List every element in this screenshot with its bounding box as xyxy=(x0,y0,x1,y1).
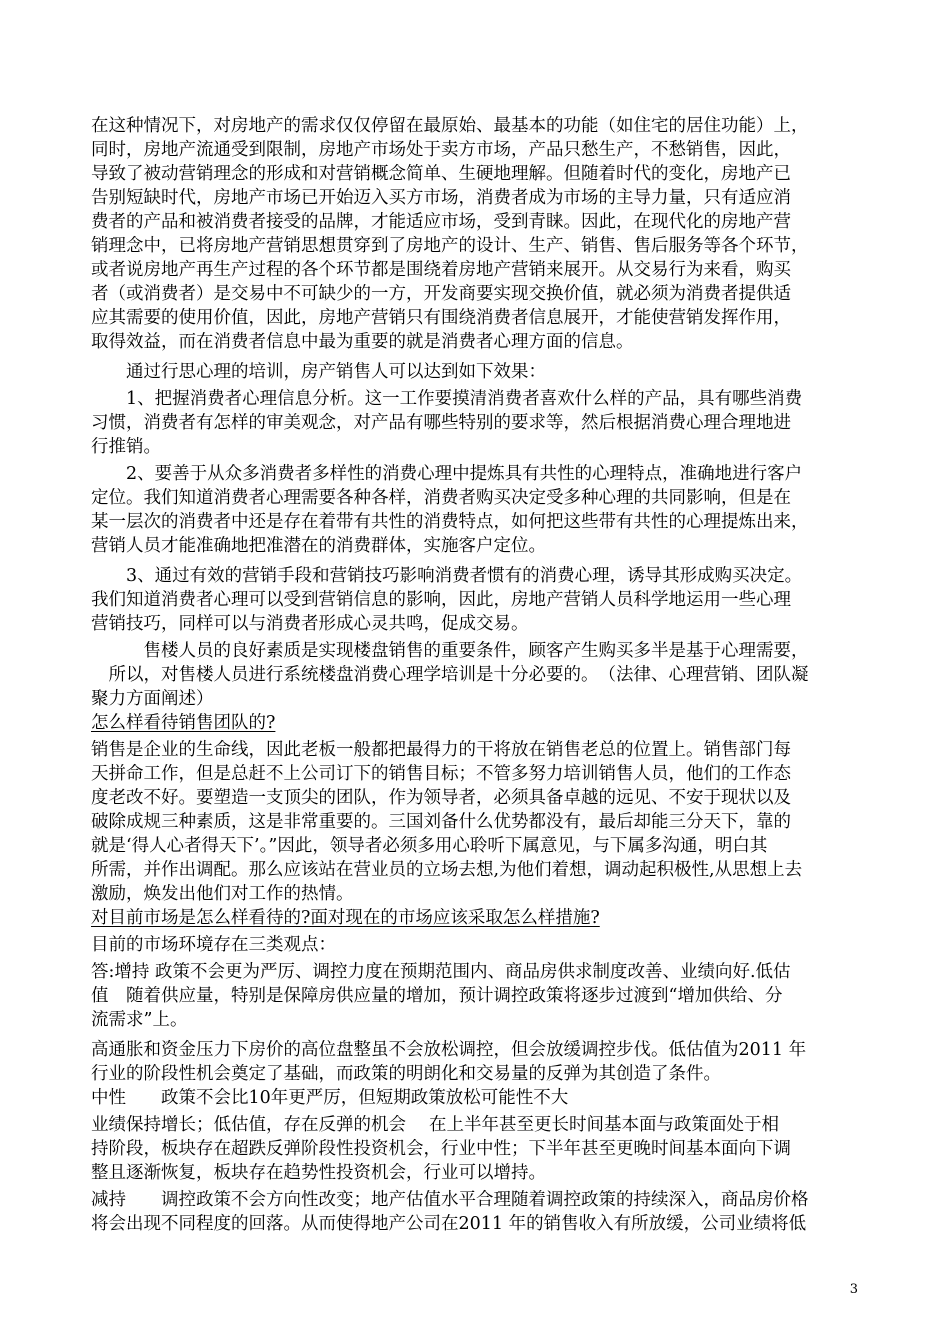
text-line: 行业的阶段性机会奠定了基础，而政策的明朗化和交易量的反弹为其创造了条件。 xyxy=(91,1064,721,1084)
text-line: 破除成规三种素质，这是非常重要的。三国刘备什么优势都没有，最后却能三分天下，靠的 xyxy=(91,812,791,832)
intro-line: 通过行思心理的培训，房产销售人可以达到如下效果： xyxy=(91,362,546,382)
text-line: 1、把握消费者心理信息分析。这一工作要摸清消费者喜欢什么样的产品，具有哪些消费 xyxy=(91,389,803,409)
text-line: 营销技巧，同样可以与消费者形成心灵共鸣，促成交易。 xyxy=(91,614,529,634)
text-line: 聚力方面阐述） xyxy=(91,689,214,709)
text-line: 销售是企业的生命线，因此老板一般都把最得力的干将放在销售老总的位置上。销售部门每 xyxy=(91,740,791,760)
text-line: 持阶段，板块存在超跌反弹阶段性投资机会，行业中性；下半年甚至更晚时间基本面向下调 xyxy=(91,1139,791,1159)
text-line: 所需，并作出调配。那么应该站在营业员的立场去想,为他们着想，调动起积极性,从思想上去 xyxy=(91,860,803,880)
text-line: 高通胀和资金压力下房价的高位盘整虽不会放松调控，但会放缓调控步伐。低估值为2011 年 xyxy=(91,1040,807,1060)
text-line: 我们知道消费者心理可以受到营销信息的影响，因此，房地产营销人员科学地运用一些心理 xyxy=(91,590,791,610)
section-heading-team: 怎么样看待销售团队的? xyxy=(91,713,276,733)
text-line: 业绩保持增长；低估值，存在反弹的机会 在上半年甚至更长时间基本面与政策面处于相 xyxy=(91,1115,780,1135)
text-line: 在这种情况下，对房地产的需求仅仅停留在最原始、最基本的功能（如住宅的居住功能）上， xyxy=(91,116,809,136)
text-line: 度老改不好。要塑造一支顶尖的团队，作为领导者，必须具备卓越的远见、不安于现状以及 xyxy=(91,788,791,808)
text-line: 习惯，消费者有怎样的审美观念，对产品有哪些特别的要求等，然后根据消费心理合理地进 xyxy=(91,413,791,433)
text-line: 天拼命工作，但是总赶不上公司订下的销售目标；不管多努力培训销售人员，他们的工作态 xyxy=(91,764,791,784)
text-line: 答:增持 政策不会更为严厉、调控力度在预期范围内、商品房供求制度改善、业绩向好.低估 xyxy=(91,962,791,982)
text-line: 费者的产品和被消费者接受的品牌，才能适应市场，受到青睐。因此，在现代化的房地产营 xyxy=(91,212,791,232)
text-line: 定位。我们知道消费者心理需要各种各样，消费者购买决定受多种心理的共同影响，但是在 xyxy=(91,488,791,508)
text-line: 整且逐渐恢复，板块存在趋势性投资机会，行业可以增持。 xyxy=(91,1163,546,1183)
text-line: 流需求”上。 xyxy=(91,1010,188,1030)
text-line: 告别短缺时代，房地产市场已开始迈入买方市场，消费者成为市场的主导力量，只有适应消 xyxy=(91,188,791,208)
text-line: 某一层次的消费者中还是存在着带有共性的消费特点，如何把这些带有共性的心理提炼出来， xyxy=(91,512,809,532)
text-line: 行推销。 xyxy=(91,437,161,457)
text-line: 3、通过有效的营销手段和营销技巧影响消费者惯有的消费心理，诱导其形成购买决定。 xyxy=(91,566,803,586)
text-line: 将会出现不同程度的回落。从而使得地产公司在2011 年的销售收入有所放缓，公司业绩将低 xyxy=(91,1214,807,1234)
text-line: 销理念中，已将房地产营销思想贯穿到了房地产的设计、生产、销售、售后服务等各个环节， xyxy=(91,236,809,256)
text-line: 中性 政策不会比10年更严厉，但短期政策放松可能性不大 xyxy=(91,1088,569,1108)
text-line: 值 随着供应量，特别是保障房供应量的增加，预计调控政策将逐步过渡到“增加供给、分 xyxy=(91,986,783,1006)
text-line: 售楼人员的良好素质是实现楼盘销售的重要条件，顾客产生购买多半是基于心理需要， xyxy=(91,641,809,661)
text-line: 者（或消费者）是交易中不可缺少的一方，开发商要实现交换价值，就必须为消费者提供适 xyxy=(91,284,791,304)
text-line: 或者说房地产再生产过程的各个环节都是围绕着房地产营销来展开。从交易行为来看，购买 xyxy=(91,260,791,280)
text-line: 导致了被动营销理念的形成和对营销概念简单、生硬地理解。但随着时代的变化，房地产已 xyxy=(91,164,791,184)
text-line: 取得效益，而在消费者信息中最为重要的就是消费者心理方面的信息。 xyxy=(91,332,634,352)
text-line: 营销人员才能准确地把准潜在的消费群体，实施客户定位。 xyxy=(91,536,546,556)
page-number: 3 xyxy=(849,1282,858,1297)
text-line: 激励，焕发出他们对工作的热情。 xyxy=(91,884,354,904)
text-line: 2、要善于从众多消费者多样性的消费心理中提炼具有共性的心理特点，准确地进行客户 xyxy=(91,464,803,484)
text-line: 减持 调控政策不会方向性改变；地产估值水平合理随着调控政策的持续深入，商品房价格 xyxy=(91,1190,809,1210)
section-heading-market: 对目前市场是怎么样看待的?面对现在的市场应该采取怎么样措施? xyxy=(91,908,600,928)
text-line: 目前的市场环境存在三类观点： xyxy=(91,935,336,955)
text-line: 同时，房地产流通受到限制，房地产市场处于卖方市场，产品只愁生产，不愁销售，因此， xyxy=(91,140,791,160)
text-line: 就是‘得人心者得天下’。”因此，领导者必须多用心聆听下属意见，与下属多沟通，明白其 xyxy=(91,836,768,856)
text-line: 应其需要的使用价值，因此，房地产营销只有围绕消费者信息展开，才能使营销发挥作用， xyxy=(91,308,791,328)
text-line: 所以，对售楼人员进行系统楼盘消费心理学培训是十分必要的。 （法律、心理营销、团队凝 xyxy=(91,665,809,685)
